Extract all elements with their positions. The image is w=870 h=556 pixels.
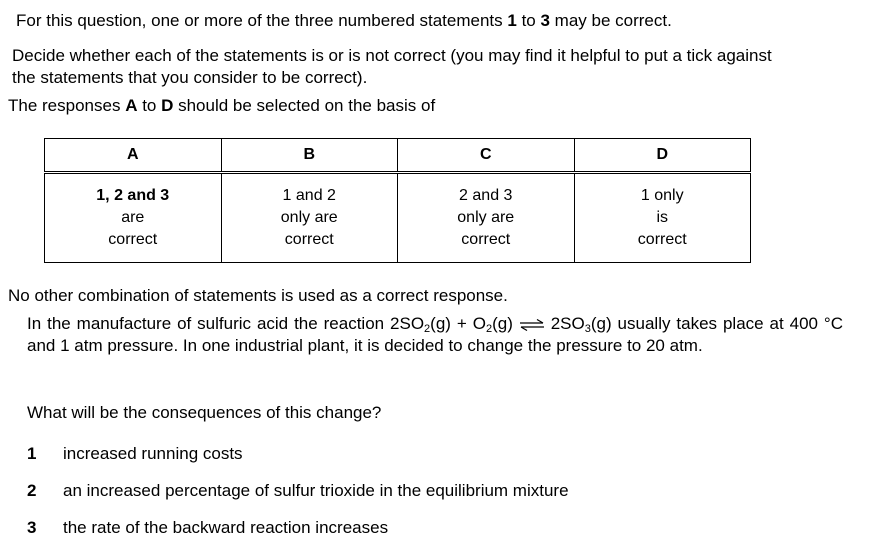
response-cell-c: 2 and 3 only are correct <box>398 173 575 263</box>
statement-text: the rate of the backward reaction increases <box>63 518 389 537</box>
combination-note: No other combination of statements is used as a correct response. <box>8 286 508 305</box>
response-header-b: B <box>221 139 398 173</box>
statement-text: an increased percentage of sulfur trioxide in the equilibrium mixture <box>63 481 569 500</box>
instruction-line-1: For this question, one or more of the three numbered statements 1 to 3 may be correct. <box>16 11 672 30</box>
statement-number: 3 <box>27 518 37 537</box>
instruction-line-4: The responses A to D should be selected on the basis of <box>8 96 436 115</box>
response-cell-d: 1 only is correct <box>574 173 751 263</box>
response-cell-a: 1, 2 and 3 are correct <box>45 173 222 263</box>
statement-number: 2 <box>27 481 37 500</box>
question-stem: In the manufacture of sulfuric acid the reaction $2SO_2(g) + O_2(g)$ $2SO_3(g)$ usually takes place at 400 °C and 1 atm pressure. In one industrial plant, it is decided to change the pressure to 20 atm. <box>27 314 843 355</box>
response-body-row <box>45 173 751 263</box>
response-header-d: D <box>574 139 751 173</box>
response-header-row <box>45 139 751 173</box>
equilibrium-arrow-icon <box>519 319 545 331</box>
instruction-line-2: Decide whether each of the statements is or is not correct (you may find it helpful to put a tick against <box>12 46 772 65</box>
statement-text: increased running costs <box>63 444 243 463</box>
question-prompt: What will be the consequences of this change? <box>27 403 382 422</box>
instruction-line-3: the statements that you consider to be correct). <box>12 68 368 87</box>
response-header-a: A <box>45 139 222 173</box>
response-key-table <box>44 138 751 263</box>
response-cell-b: 1 and 2 only are correct <box>221 173 398 263</box>
statement-number: 1 <box>27 444 37 463</box>
response-header-c: C <box>398 139 575 173</box>
